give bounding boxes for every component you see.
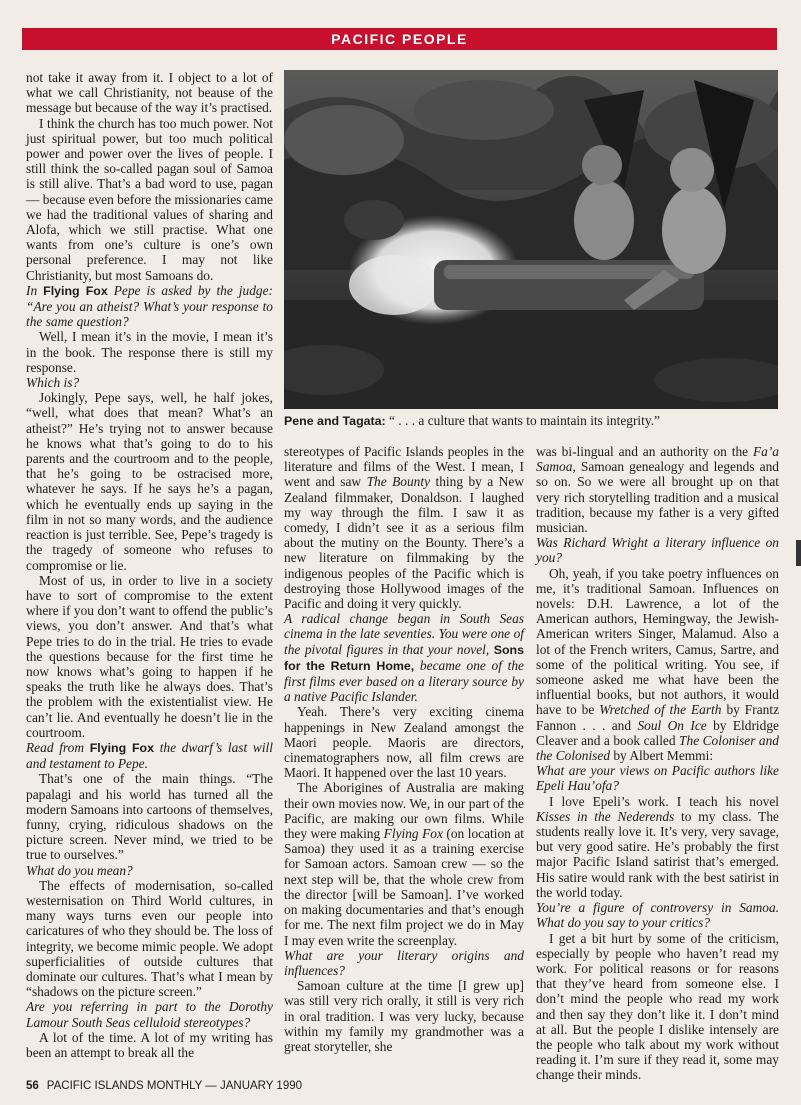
film-still-photo (284, 70, 778, 409)
book-title: Soul On Ice (637, 717, 707, 733)
caption-names: Pene and Tagata: (284, 414, 386, 428)
paragraph: not take it away from it. I object to a lot of what we call Christianity, not beause of the message but because of the way it’s practised. (26, 70, 273, 116)
film-title: Flying Fox (89, 740, 154, 755)
page-footer (26, 1080, 302, 1092)
paragraph: Oh, yeah, if you take poetry influences on me, it’s traditional Samoan. Influences on novels: D.H. Lawrence, a lot of the American authors, Hemingway, the Jewish-American writers Singer, Malamud. Also a lot of the French writers, Camus, Sartre, and some of the political writing. You see, if someone asked me what have been the influential books, but not authors, it would have to be Wretched of the Earth by Frantz Fannon . . . and Soul On Ice by Eldridge Cleaver and a book called The Coloniser and the Colonised by Albert Memmi: (536, 565, 780, 764)
paragraph: stereotypes of Pacific Islands peoples in the literature and films of the West. I mean, I went and saw The Bounty thing by a New Zealand filmmaker, Donaldson. I laughed my way through the film. I saw it as comedy, I didn’t see it as a serious film about the mutiny on the Bounty. There’s a new literature on filmmaking by the indigenous peoples of the Pacific which is destroying those Hollywood images of the Pacific and doing it very quickly. (284, 444, 524, 612)
film-title: Flying Fox (43, 283, 108, 298)
photo-caption (284, 413, 778, 429)
interview-question: A radical change began in South Seas cinema in the late seventies. You were one of the pivotal figures in that your novel, Sons for the Return Home, became one of the first films ever based on a literary source by a native Pacific Islander. (284, 611, 524, 705)
interview-question: In Flying Fox Pepe is asked by the judge: “Are you an atheist? What’s your response to the same question? (26, 282, 273, 330)
paragraph: The effects of modernisation, so-called westernisation on Third World cultures, in many ways turns even our people into caricatures of who they should be. The loss of integrity, we become mimic people. We adopt superficialities of outside cultures that dominate our cultures. That’s what I mean by “shadows on the picture screen.” (26, 877, 273, 1000)
book-title: The Coloniser and the Colonised (536, 732, 779, 764)
interview-question: You’re a figure of controversy in Samoa. What do you say to your critics? (536, 900, 779, 931)
page-edge-mark (796, 540, 801, 566)
film-title: The Bounty (366, 474, 431, 490)
jungle-scene-illustration (284, 70, 778, 409)
interview-question: What are your views on Pacific authors like Epeli Hau’ofa? (536, 763, 779, 794)
paragraph: A lot of the time. A lot of my writing has been an attempt to break all the (26, 1029, 273, 1060)
section-title: PACIFIC PEOPLE (331, 31, 468, 47)
paragraph: That’s one of the main things. “The papalagi and his world has turned all the modern Samoans into cartoons of themselves, funny, crying, ridiculous shadows on the picture screen. Never mind, we tried to be true to ourselves.” (26, 771, 273, 863)
page-number: 56 (26, 1080, 39, 1092)
interview-question: Was Richard Wright a literary influence on you? (536, 535, 779, 566)
book-title: Kisses in the Nederends (536, 808, 675, 824)
novel-title: Sons for the Return Home, (284, 642, 524, 673)
paragraph: was bi-lingual and an authority on the Fa’a Samoa, Samoan genealogy and legends and so on. So we were all brought up on that very rich storytelling tradition and a musical tradition, because my father is a very gifted musician. (536, 444, 779, 536)
paragraph: I think the church has too much power. Not just spiritual power, but too much political power and power over the lives of people. I still think the so-called pagan soul of Samoa is still alive. That’s a bad word to use, pagan — because even before the missionaries came we had the traditional values of sharing and Alofa, which we still practise. What one wants from one’s culture is one’s own personal preference. I may not like Christianity, but most Samoans do. (26, 115, 273, 283)
article-column-3 (536, 444, 779, 1083)
paragraph: Jokingly, Pepe says, well, he half jokes, “well, what does that mean? What’s an atheist?” He’s trying not to answer because he knows what that’s going to do to his parents and the courtroom and to the people, that he’s going to be ostracised more, whatever he says. If he says he’s a pagan, which he eventually ends up saying in the film in not so many words, and the audience reaction is just terrible. See, Pepe’s tragedy is the tragedy of someone who refuses to compromise or lie. (26, 390, 273, 573)
book-title: Wretched of the Earth (599, 702, 722, 718)
book-title: Fa’a Samoa (536, 444, 779, 475)
section-header-bar (22, 28, 777, 50)
paragraph: I get a bit hurt by some of the criticism, especially by people who haven’t read my work. For political reasons or for reasons that they’ve heard from someone else. I don’t mind the people who read my work and then say they don’t like it. I don’t mind at all. But the people I dislike intensely are the people who talk about my work without reading it. I’m sure if they read it, some may change their minds. (536, 930, 779, 1083)
interview-question: Are you referring in part to the Dorothy Lamour South Seas celluloid stereotypes? (26, 999, 273, 1030)
film-title: Flying Fox (383, 826, 443, 842)
interview-question: What do you mean? (26, 862, 133, 878)
paragraph: Samoan culture at the time [I grew up] was still very rich orally, it still is very rich in oral tradition. I was very lucky, because within my family my grandmother was a great storyteller, she (284, 978, 524, 1054)
interview-question: What are your literary origins and influences? (284, 947, 524, 978)
article-column-1 (26, 70, 273, 1060)
paragraph: Most of us, in order to live in a society have to sort of compromise to the extent where if you don’t want to offend the public’s views, you don’t answer. And that’s what Pepe tries to do in the trial. He tries to evade the questions because for the first time he now knows what’s going to happen if he speaks the truth like he always does. That’s the problem with the existentialist view. He can’t lie. And eventually he doesn’t lie in the courtroom. (26, 572, 273, 740)
article-column-2 (284, 444, 524, 1054)
interview-question: Read from Flying Fox the dwarf’s last will and testament to Pepe. (26, 739, 273, 772)
paragraph: Well, I mean it’s in the movie, I mean it’s in the book. The response there is still my response. (26, 329, 273, 375)
publication-line: PACIFIC ISLANDS MONTHLY — JANUARY 1990 (46, 1080, 303, 1092)
paragraph: The Aborigines of Australia are making their own movies now. We, in our part of the Pacific, are making our own films. While they were making Flying Fox (on location at Samoa) they used it as a training exercise for Samoan actors. Samoan crew — so the next step will be, that the whole crew from the director [will be Samoan]. I’ve worked on making documentaries and that’s enough for me. The next film project we do in May I may even write the screenplay. (284, 780, 524, 948)
paragraph: Yeah. There’s very exciting cinema happenings in New Zealand amongst the Maori people. Maoris are directors, cinematographers now, all film crews are Maori. It happened over the last 10 years. (284, 704, 524, 781)
paragraph: I love Epeli’s work. I teach his novel Kisses in the Nederends to my class. The students really love it. It’s very, very savage, but very good satire. He’s probably the first major Pacific Island satirist that’s emerged. His satire would rank with the best satirist in the world today. (536, 793, 779, 900)
interview-question: Which is? (26, 375, 80, 391)
caption-quote: “ . . . a culture that wants to maintain its integrity.” (385, 413, 660, 428)
